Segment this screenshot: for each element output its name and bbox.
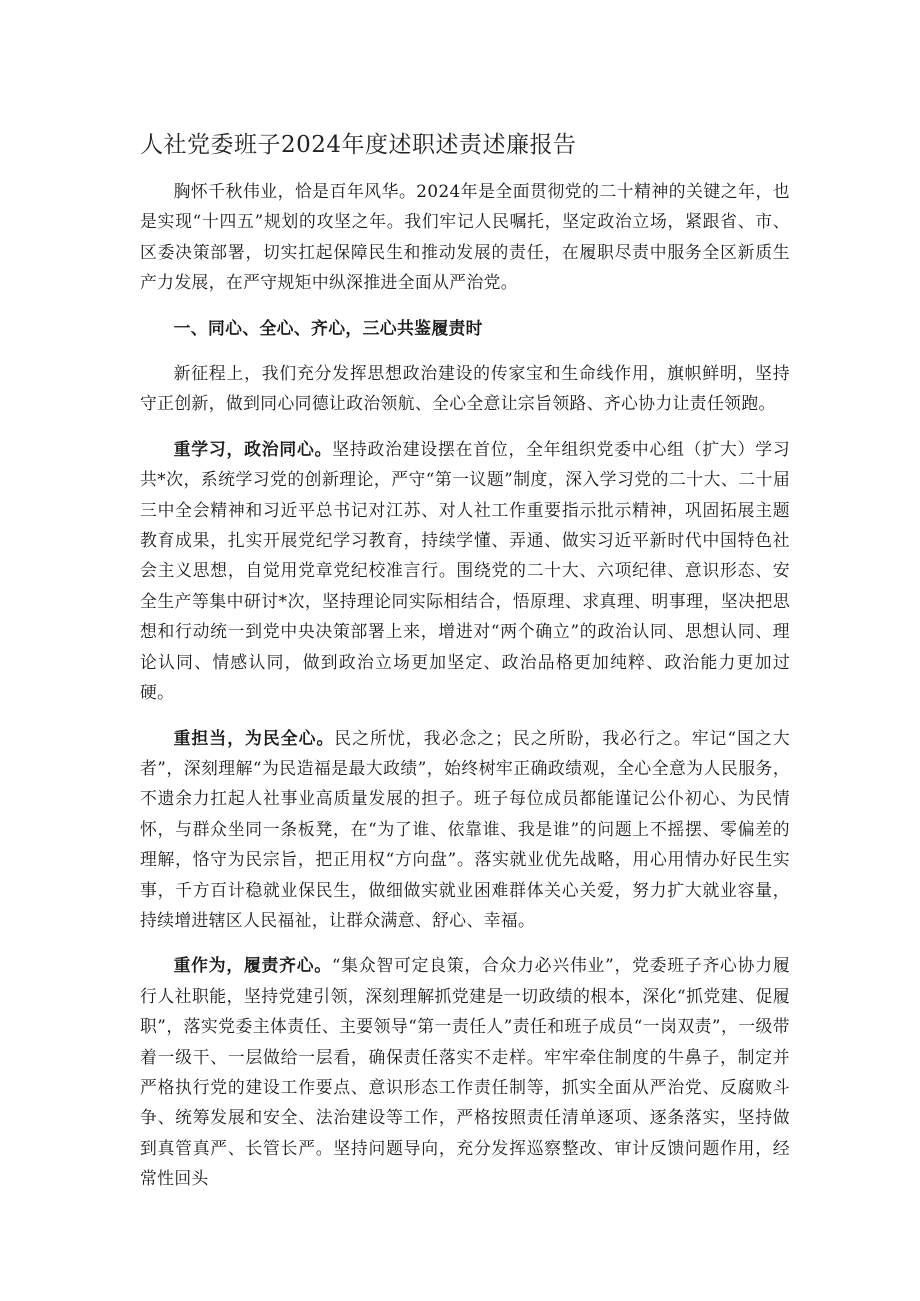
- intro-paragraph: 胸怀千秋伟业，恰是百年风华。2024年是全面贯彻党的二十精神的关键之年，也是实现“十四五”规划的攻坚之年。我们牢记人民嘱托，坚定政治立场，紧跟省、市、区委决策部署，切实扛起保障民生和推动发展的责任，在履职尽责中服务全区新质生产力发展，在严守规矩中纵深推进全面从严治党。: [140, 181, 790, 293]
- paragraph-responsibility-lead: 重担当，为民全心。: [173, 727, 335, 748]
- paragraph-study-text: 坚持政治建设摆在首位，全年组织党委中心组（扩大）学习共*次，系统学习党的创新理论，严守“第一议题”制度，深入学习党的二十大、二十届三中全会精神和习近平总书记对江苏、对人社工作重要指示批示精神，巩固拓展主题教育成果，扎实开展党纪学习教育，持续学懂、弄通、做实习近平新时代中国特色社会主义思想，自觉用党章党纪校准言行。围绕党的二十大、六项纪律、意识形态、安全生产等集中研讨*次，坚持理论同实际相结合，悟原理、求真理、明事理，坚决把思想和行动统一到党中央决策部署上来，增进对“两个确立”的政治认同、思想认同、理论认同、情感认同，做到政治立场更加坚定、政治品格更加纯粹、政治能力更加过硬。: [140, 438, 790, 703]
- paragraph-action-lead: 重作为，履责齐心。: [173, 955, 332, 976]
- paragraph-responsibility: [140, 723, 790, 936]
- paragraph-study: [140, 434, 790, 708]
- section-1-heading: 一、同心、全心、齐心，三心共鉴履责时: [173, 317, 483, 338]
- section-1-intro-paragraph: 新征程上，我们充分发挥思想政治建设的传家宝和生命线作用，旗帜鲜明，坚持守正创新，做到同心同德让政治领航、全心全意让宗旨领路、齐心协力让责任领跑。: [140, 363, 790, 414]
- paragraph-responsibility-text: 民之所忧，我必念之；民之所盼，我必行之。牢记“国之大者”，深刻理解“为民造福是最大政绩”，始终树牢正确政绩观，全心全意为人民服务，不遗余力扛起人社事业高质量发展的担子。班子每位成员都能谨记公仆初心、为民情怀，与群众坐同一条板凳，在“为了谁、依靠谁、我是谁”的问题上不摇摆、零偏差的理解，恪守为民宗旨，把正用权“方向盘”。落实就业优先战略，用心用情办好民生实事，千方百计稳就业保民生，做细做实就业困难群体关心关爱，努力扩大就业容量，持续增进辖区人民福祉，让群众满意、舒心、幸福。: [140, 727, 790, 930]
- paragraph-study-lead: 重学习，政治同心。: [173, 438, 333, 459]
- paragraph-action: [140, 950, 790, 1193]
- paragraph-action-text: “集众智可定良策，合众力必兴伟业”，党委班子齐心协力履行人社职能，坚持党建引领，深刻理解抓党建是一切政绩的根本，深化“抓党建、促履职”，落实党委主体责任、主要领导“第一责任人”责任和班子成员“一岗双责”，一级带着一级干、一层做给一层看，确保责任落实不走样。牢牢牵住制度的牛鼻子，制定并严格执行党的建设工作要点、意识形态工作责任制等，抓实全面从严治党、反腐败斗争、统筹发展和安全、法治建设等工作，严格按照责任清单逐项、逐条落实，坚持做到真管真严、长管长严。坚持问题导向，充分发挥巡察整改、审计反馈问题作用，经常性回头: [140, 955, 790, 1189]
- document-title: 人社党委班子2024年度述职述责述廉报告: [140, 132, 577, 158]
- document-body: [140, 176, 790, 1209]
